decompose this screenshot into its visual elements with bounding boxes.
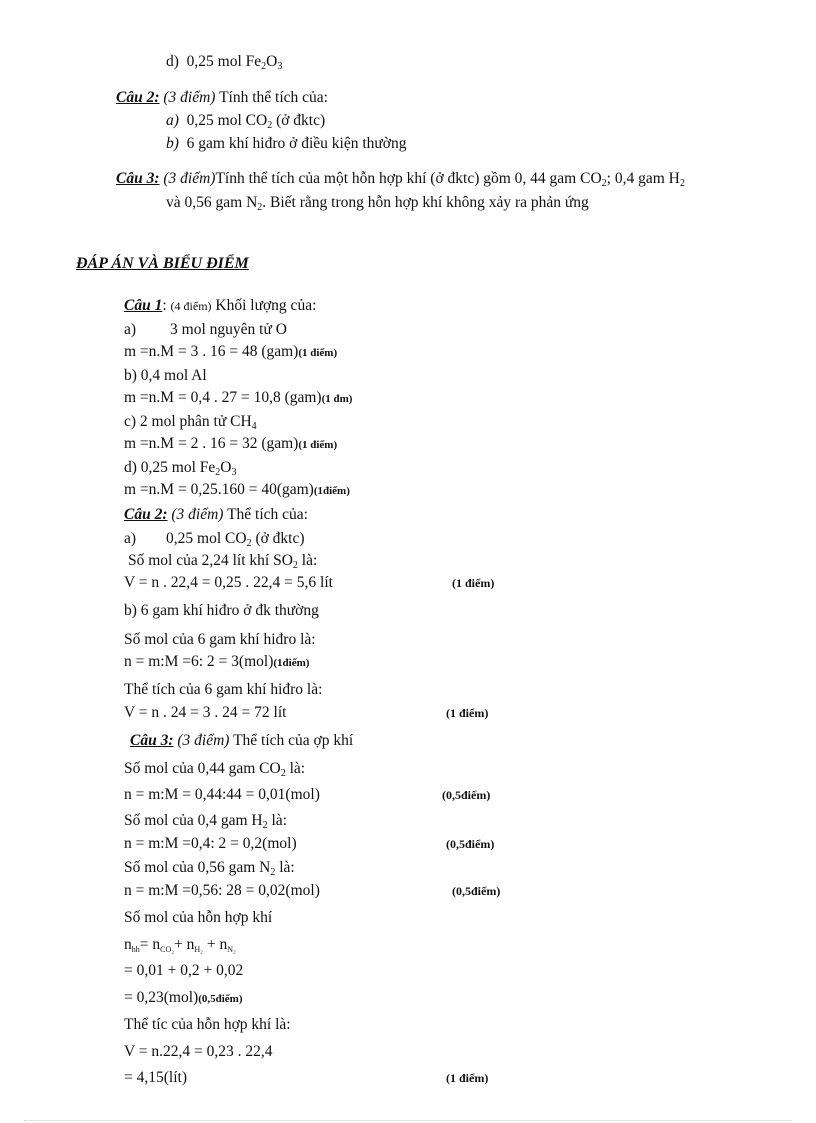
question-2-b: b) 6 gam khí hiđro ở điều kiện thường [166, 135, 407, 152]
answer-3-n2-calc: n = m:M =0,56: 28 = 0,02(mol) [124, 882, 320, 899]
answer-2-a-points: (1 điểm) [452, 576, 495, 590]
answer-1-d-calc: m =n.M = 0,25.160 = 40(gam)(1điểm) [124, 481, 350, 498]
answer-1-a: a) 3 mol nguyên tử O [124, 321, 287, 338]
answer-3-vol-points: (1 điểm) [446, 1071, 489, 1085]
answer-3-sum: $n_{hh}= n_{CO_2}+ n_{H_2} + n_{N_2}$ [124, 936, 236, 954]
answer-3-header: Câu 3: (3 điểm) Thể tích của ợp khí [130, 732, 354, 749]
answer-3-h2-calc: n = m:M =0,4: 2 = 0,2(mol) [124, 835, 297, 852]
answer-3-co2: Số mol của 0,44 gam $CO_2$ là: [124, 760, 306, 779]
question-3-line2: và 0,56 gam $N_2$. Biết rằng trong hỗn hợp khí không xảy ra phản ứng [166, 194, 589, 213]
answer-2-a-calc: V = n . 22,4 = 0,25 . 22,4 = 5,6 lít [124, 574, 333, 591]
answer-3-n2-points: (0,5điểm) [452, 884, 501, 898]
answer-heading: ĐÁP ÁN VÀ BIỂU ĐIỂM [76, 255, 249, 272]
answer-1-b: b) 0,4 mol Al [124, 367, 207, 384]
answer-1-a-calc: m =n.M = 3 . 16 = 48 (gam)(1 điểm) [124, 343, 338, 360]
answer-2-b-calc: n = m:M =6: 2 = 3(mol)(1điểm) [124, 653, 310, 670]
question-3-points: (3 điểm) [163, 170, 216, 187]
question-2-points: (3 điểm) [163, 89, 216, 106]
answer-3-vol: Thể tíc của hỗn hợp khí là: [124, 1016, 291, 1033]
answer-3-vcalc-2: = 4,15(lít) [124, 1069, 187, 1086]
answer-2-b-points: (1 điểm) [446, 706, 489, 720]
page-bottom-divider [24, 1120, 792, 1121]
answer-3-co2-calc: n = m:M = 0,44:44 = 0,01(mol) [124, 786, 320, 803]
answer-1-b-calc: m =n.M = 0,4 . 27 = 10,8 (gam)(1 đm) [124, 389, 353, 406]
question-2-label: Câu 2: [116, 89, 160, 106]
question-2: Câu 2: (3 điểm) Tính thể tích của: [116, 89, 328, 106]
answer-2-b-mol: Số mol của 6 gam khí hiđro là: [124, 631, 316, 648]
answer-2-b: b) 6 gam khí hiđro ở đk thường [124, 602, 319, 619]
answer-1-header: Câu 1: (4 điểm) Khối lượng của: [124, 297, 317, 314]
answer-2-a: a) 0,25 mol $CO_2$ (ở đktc) [124, 530, 305, 549]
question-3-label: Câu 3: [116, 170, 160, 187]
answer-1-d: d) 0,25 mol $Fe_2O_3$ [124, 459, 237, 478]
answer-3-h2-points: (0,5điểm) [446, 837, 495, 851]
answer-3-sum-line2: = 0,01 + 0,2 + 0,02 [124, 962, 244, 979]
answer-2-b-vcalc: V = n . 24 = 3 . 24 = 72 lít [124, 704, 287, 721]
answer-2-b-vol: Thể tích của 6 gam khí hiđro là: [124, 681, 323, 698]
q1-option-d: d) 0,25 mol $Fe_2O_3$ [166, 53, 283, 72]
answer-3-n2: Số mol của 0,56 gam $N_2$ là: [124, 859, 295, 878]
answer-3-vcalc-1: V = n.22,4 = 0,23 . 22,4 [124, 1043, 273, 1060]
answer-1-c-calc: m =n.M = 2 . 16 = 32 (gam)(1 điểm) [124, 435, 338, 452]
answer-2-header: Câu 2: (3 điểm) Thể tích của: [124, 506, 308, 523]
answer-2-a-mol: Số mol của 2,24 lít khí $SO_2$ là: [128, 552, 318, 571]
answer-3-mix: Số mol của hỗn hợp khí [124, 909, 273, 926]
answer-3-co2-points: (0,5điểm) [442, 788, 491, 802]
question-2-a: a) 0,25 mol $CO_2$ (ở đktc) [166, 112, 326, 131]
question-3: Câu 3: (3 điểm)Tính thể tích của một hỗn hợp khí (ở đktc) gồm 0, 44 gam $CO_2$; 0,4 gam $H_2$ [116, 170, 685, 189]
answer-1-c: c) 2 mol phân tử $CH_4$ [124, 413, 257, 432]
answer-3-h2: Số mol của 0,4 gam $H_2$ là: [124, 812, 287, 831]
answer-3-sum-line3: = 0,23(mol)(0,5điểm) [124, 989, 243, 1006]
